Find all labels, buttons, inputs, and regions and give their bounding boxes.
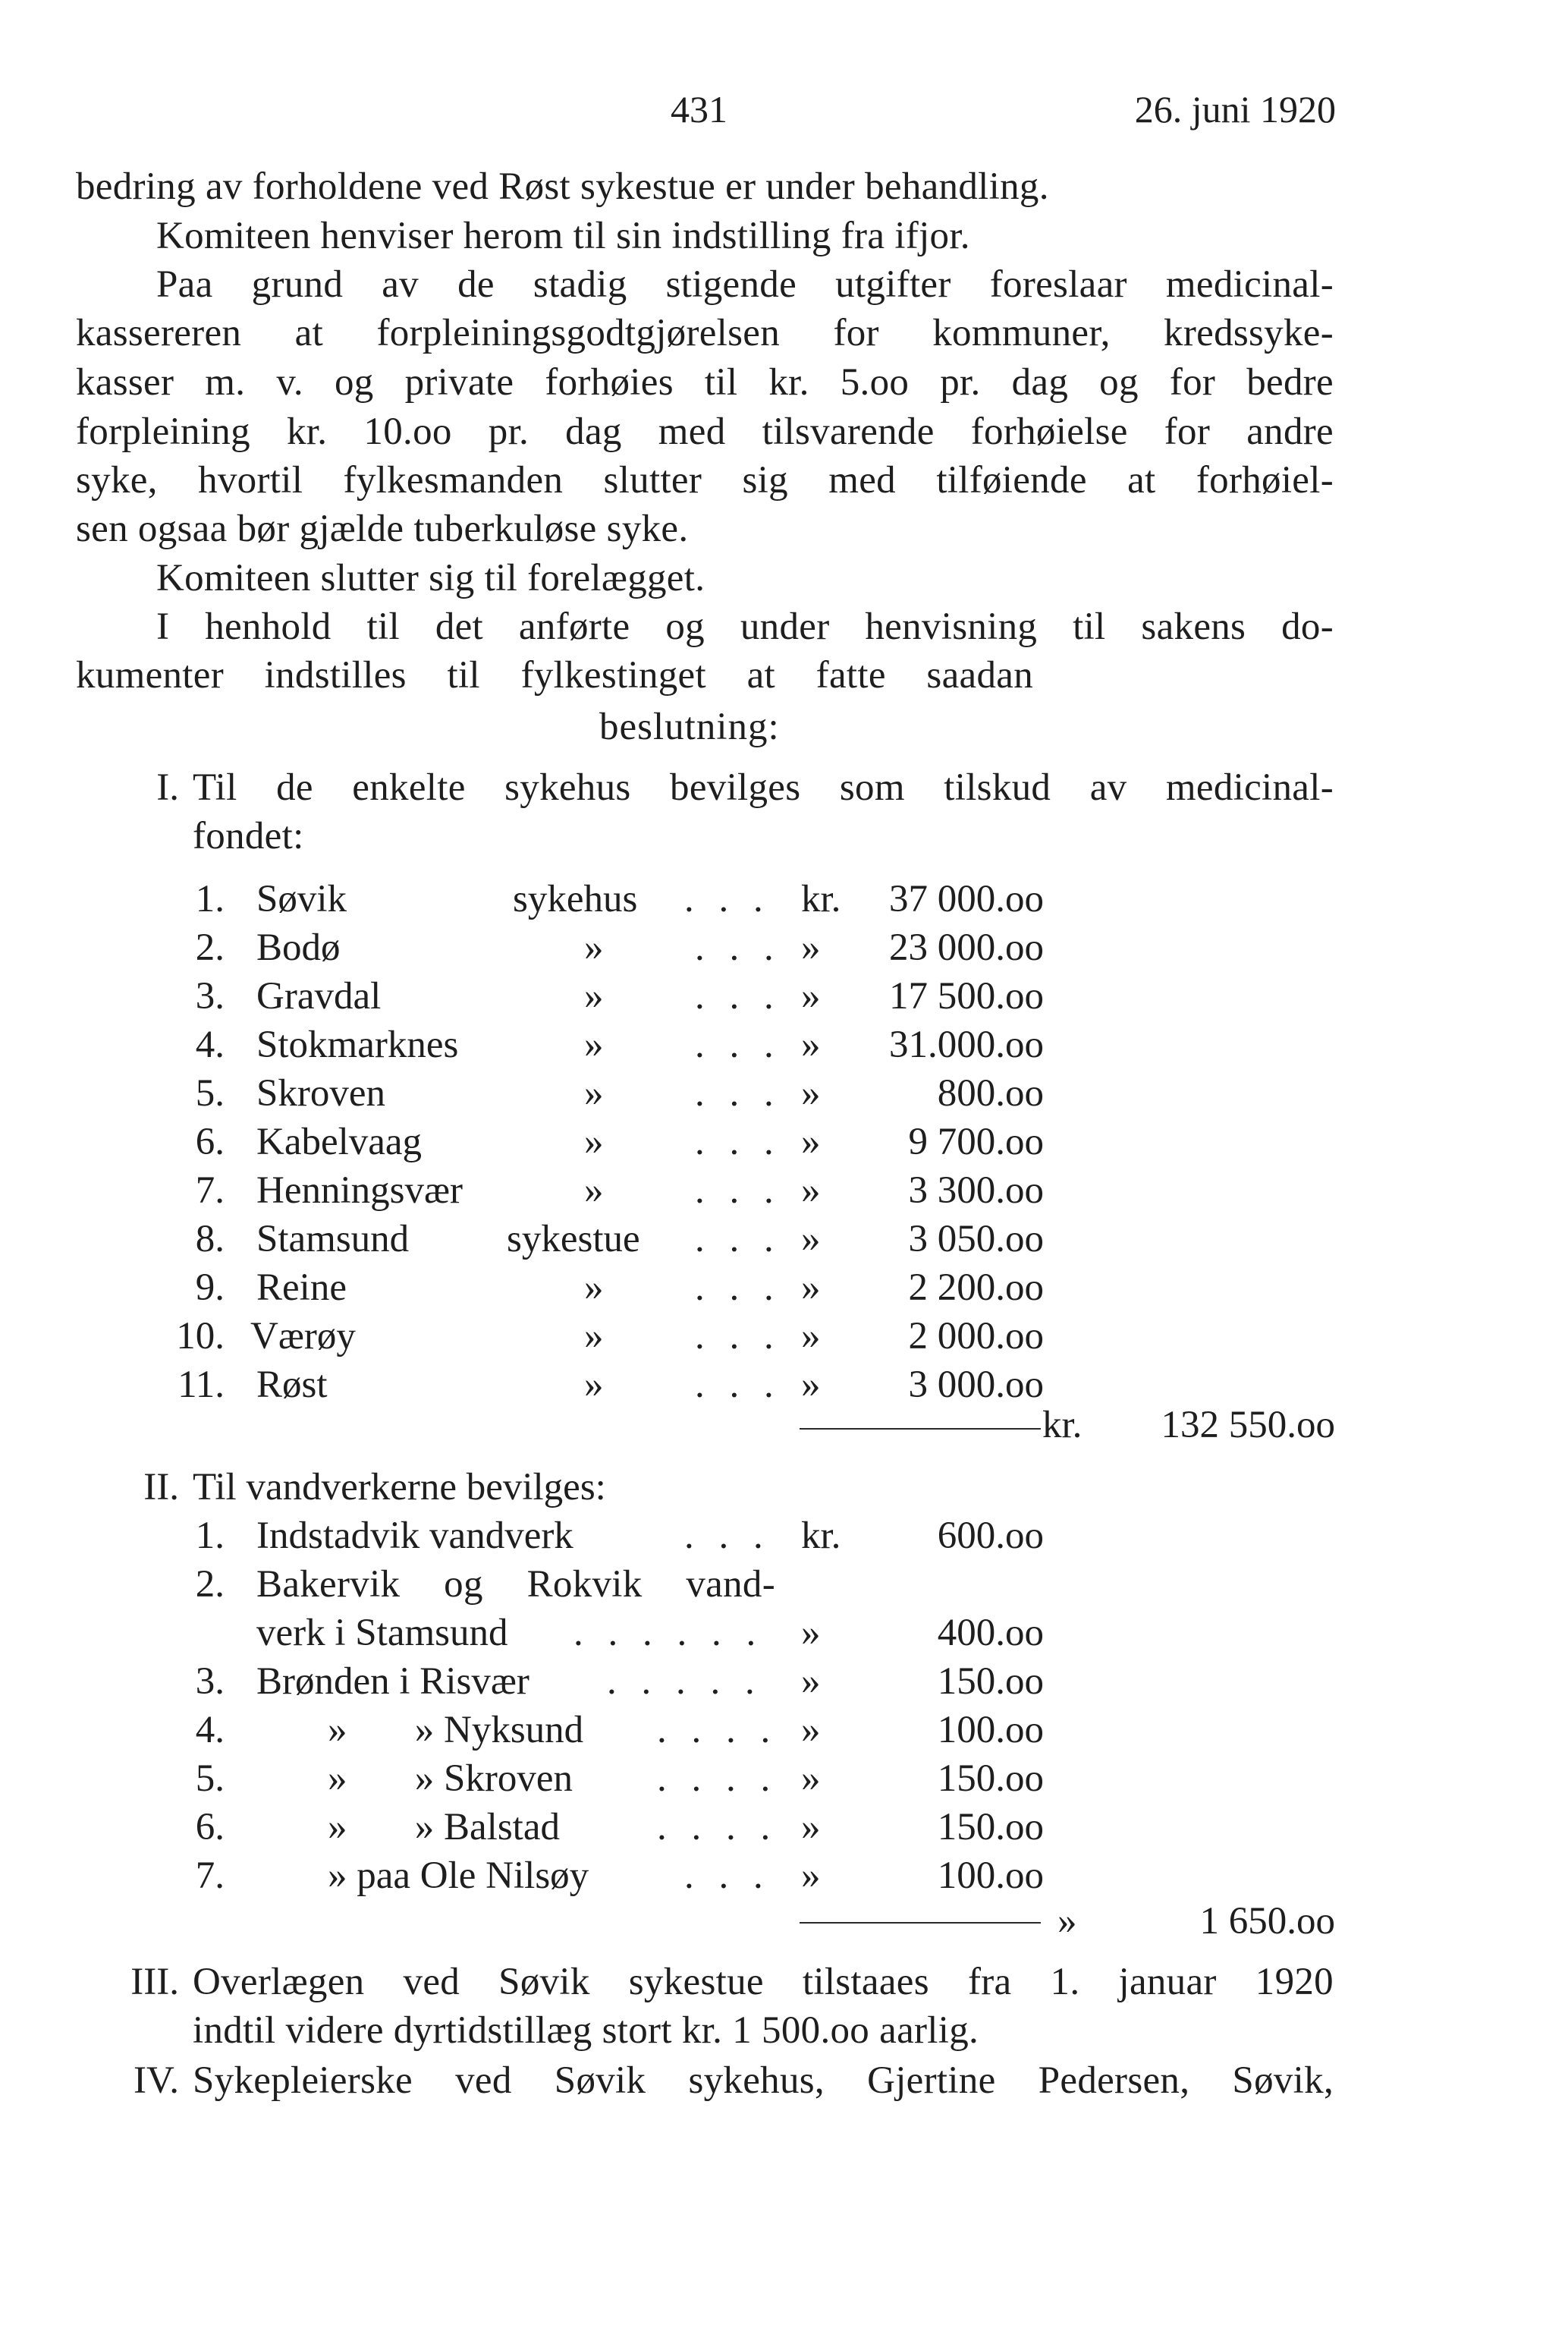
item-number: 5. bbox=[195, 1072, 225, 1115]
leader-dots: . . . bbox=[695, 1266, 781, 1309]
amount: 31.000.oo bbox=[889, 1024, 1044, 1066]
currency-sep: kr. bbox=[801, 1515, 841, 1557]
hospital-name: Værøy bbox=[250, 1315, 356, 1357]
hospital-name: Skroven bbox=[256, 1072, 385, 1115]
leader-dots: . . . bbox=[695, 975, 781, 1018]
currency-sep: » bbox=[801, 1709, 821, 1751]
total-rule bbox=[800, 1922, 1041, 1924]
leader-dots: . . . bbox=[684, 878, 771, 920]
currency-sep: » bbox=[801, 1218, 821, 1260]
leader-dots: . . . . . . bbox=[573, 1612, 764, 1654]
item-number: 8. bbox=[195, 1218, 225, 1260]
hospital-type: » bbox=[584, 1024, 604, 1066]
currency-sep: » bbox=[801, 1315, 821, 1357]
intro-line: Komiteen henviser herom til sin indstilling fra ifjor. bbox=[156, 215, 970, 257]
leader-dots: . . . . bbox=[657, 1806, 778, 1848]
waterworks-name: » » Nyksund bbox=[328, 1709, 584, 1751]
item-number: 2. bbox=[195, 1563, 225, 1606]
waterworks-name: Indstadvik vandverk bbox=[256, 1515, 573, 1557]
leader-dots: . . . bbox=[695, 1218, 781, 1260]
item-number: 7. bbox=[195, 1854, 225, 1897]
total-currency: kr. bbox=[1042, 1404, 1083, 1446]
hospital-type: » bbox=[584, 1266, 604, 1309]
amount: 37 000.oo bbox=[889, 878, 1044, 920]
section-text: Sykepleierske ved Søvik sykehus, Gjertine Pedersen, Søvik, bbox=[193, 2059, 1334, 2102]
amount: 3 000.oo bbox=[908, 1364, 1044, 1406]
hospital-name: Søvik bbox=[256, 878, 347, 920]
currency-sep: » bbox=[801, 1024, 821, 1066]
page-number: 431 bbox=[671, 88, 727, 131]
leader-dots: . . . bbox=[695, 1024, 781, 1066]
hospital-type: sykestue bbox=[507, 1218, 640, 1260]
leader-dots: . . . . bbox=[657, 1757, 778, 1800]
section-total: 1 650.oo bbox=[1199, 1900, 1335, 1942]
hospital-type: » bbox=[584, 926, 604, 969]
currency-sep: » bbox=[801, 1072, 821, 1115]
leader-dots: . . . bbox=[695, 1364, 781, 1406]
hospital-type: » bbox=[584, 1315, 604, 1357]
leader-dots: . . . bbox=[684, 1515, 771, 1557]
leader-dots: . . . bbox=[695, 926, 781, 969]
section-text: Til vandverkerne bevilges: bbox=[193, 1466, 606, 1508]
amount: 2 000.oo bbox=[908, 1315, 1044, 1357]
currency-sep: » bbox=[801, 1757, 821, 1800]
total-rule bbox=[800, 1428, 1041, 1430]
item-number: 1. bbox=[195, 1515, 225, 1557]
amount: 3 050.oo bbox=[908, 1218, 1044, 1260]
currency-sep: » bbox=[801, 1660, 821, 1703]
hospital-name: Gravdal bbox=[256, 975, 382, 1018]
section-text: indtil videre dyrtidstillæg stort kr. 1 500.oo aarlig. bbox=[193, 2009, 979, 2052]
item-number: 3. bbox=[195, 975, 225, 1018]
section-text: Til de enkelte sykehus bevilges som tilskud av medicinal- bbox=[193, 766, 1334, 809]
amount: 400.oo bbox=[937, 1612, 1044, 1654]
waterworks-name: Bakervik og Rokvik vand- bbox=[256, 1563, 775, 1606]
hospital-type: » bbox=[584, 1121, 604, 1163]
amount: 17 500.oo bbox=[889, 975, 1044, 1018]
section-numeral: IV. bbox=[134, 2059, 179, 2102]
item-number: 4. bbox=[195, 1709, 225, 1751]
leader-dots: . . . bbox=[695, 1121, 781, 1163]
intro-line: Komiteen slutter sig til forelægget. bbox=[156, 557, 705, 599]
waterworks-name: » » Skroven bbox=[328, 1757, 573, 1800]
currency-sep: » bbox=[801, 1121, 821, 1163]
section-numeral: III. bbox=[130, 1961, 179, 2003]
amount: 9 700.oo bbox=[908, 1121, 1044, 1163]
waterworks-name-cont: verk i Stamsund bbox=[256, 1612, 508, 1654]
currency-sep: » bbox=[801, 975, 821, 1018]
item-number: 7. bbox=[195, 1169, 225, 1212]
item-number: 6. bbox=[195, 1121, 225, 1163]
currency-sep: » bbox=[801, 1266, 821, 1309]
item-number: 1. bbox=[195, 878, 225, 920]
intro-line: kasser m. v. og private forhøies til kr. 5.oo pr. dag og for bedre bbox=[76, 361, 1334, 404]
item-number: 4. bbox=[195, 1024, 225, 1066]
intro-line: kassereren at forpleiningsgodtgjørelsen for kommuner, kredssyke- bbox=[76, 312, 1334, 354]
leader-dots: . . . . . bbox=[607, 1660, 762, 1703]
section-numeral: II. bbox=[143, 1466, 179, 1508]
hospital-name: Stamsund bbox=[256, 1218, 410, 1260]
waterworks-name: » paa Ole Nilsøy bbox=[328, 1854, 589, 1897]
amount: 150.oo bbox=[937, 1757, 1044, 1800]
hospital-type: sykehus bbox=[513, 878, 638, 920]
section-numeral: I. bbox=[156, 766, 179, 809]
currency-sep: » bbox=[801, 1806, 821, 1848]
leader-dots: . . . bbox=[695, 1315, 781, 1357]
total-currency: » bbox=[1057, 1900, 1077, 1942]
currency-sep: kr. bbox=[801, 878, 841, 920]
leader-dots: . . . . bbox=[657, 1709, 778, 1751]
currency-sep: » bbox=[801, 1854, 821, 1897]
section-text: fondet: bbox=[193, 815, 304, 857]
hospital-type: » bbox=[584, 975, 604, 1018]
currency-sep: » bbox=[801, 926, 821, 969]
amount: 3 300.oo bbox=[908, 1169, 1044, 1212]
currency-sep: » bbox=[801, 1169, 821, 1212]
hospital-type: » bbox=[584, 1072, 604, 1115]
currency-sep: » bbox=[801, 1364, 821, 1406]
intro-line: bedring av forholdene ved Røst sykestue er under behandling. bbox=[76, 165, 1049, 208]
amount: 100.oo bbox=[937, 1709, 1044, 1751]
amount: 100.oo bbox=[937, 1854, 1044, 1897]
item-number: 11. bbox=[178, 1364, 225, 1406]
amount: 150.oo bbox=[937, 1806, 1044, 1848]
item-number: 5. bbox=[195, 1757, 225, 1800]
hospital-name: Reine bbox=[256, 1266, 347, 1309]
item-number: 3. bbox=[195, 1660, 225, 1703]
intro-line: I henhold til det anførte og under henvisning til sakens do- bbox=[156, 606, 1334, 648]
amount: 800.oo bbox=[937, 1072, 1044, 1115]
hospital-type: » bbox=[584, 1364, 604, 1406]
intro-line: kumenter indstilles til fylkestinget at fatte saadan bbox=[76, 654, 1033, 697]
leader-dots: . . . bbox=[695, 1169, 781, 1212]
intro-line: syke, hvortil fylkesmanden slutter sig med tilføiende at forhøiel- bbox=[76, 459, 1334, 502]
item-number: 9. bbox=[195, 1266, 225, 1309]
amount: 600.oo bbox=[937, 1515, 1044, 1557]
resolution-heading: beslutning: bbox=[599, 706, 780, 748]
amount: 150.oo bbox=[937, 1660, 1044, 1703]
amount: 2 200.oo bbox=[908, 1266, 1044, 1309]
amount: 23 000.oo bbox=[889, 926, 1044, 969]
hospital-name: Røst bbox=[256, 1364, 328, 1406]
intro-line: Paa grund av de stadig stigende utgifter foreslaar medicinal- bbox=[156, 263, 1334, 306]
intro-line: forpleining kr. 10.oo pr. dag med tilsvarende forhøielse for andre bbox=[76, 411, 1334, 453]
section-total: 132 550.oo bbox=[1161, 1404, 1335, 1446]
currency-sep: » bbox=[801, 1612, 821, 1654]
hospital-name: Bodø bbox=[256, 926, 341, 969]
item-number: 2. bbox=[195, 926, 225, 969]
waterworks-name: » » Balstad bbox=[328, 1806, 560, 1848]
section-text: Overlægen ved Søvik sykestue tilstaaes fra 1. januar 1920 bbox=[193, 1961, 1334, 2003]
waterworks-name: Brønden i Risvær bbox=[256, 1660, 529, 1703]
leader-dots: . . . bbox=[684, 1854, 771, 1897]
hospital-name: Henningsvær bbox=[256, 1169, 463, 1212]
item-number: 10. bbox=[176, 1315, 225, 1357]
intro-line: sen ogsaa bør gjælde tuberkuløse syke. bbox=[76, 508, 689, 550]
hospital-type: » bbox=[584, 1169, 604, 1212]
page-date: 26. juni 1920 bbox=[1134, 88, 1336, 131]
item-number: 6. bbox=[195, 1806, 225, 1848]
hospital-name: Kabelvaag bbox=[256, 1121, 423, 1163]
hospital-name: Stokmarknes bbox=[256, 1024, 459, 1066]
leader-dots: . . . bbox=[695, 1072, 781, 1115]
